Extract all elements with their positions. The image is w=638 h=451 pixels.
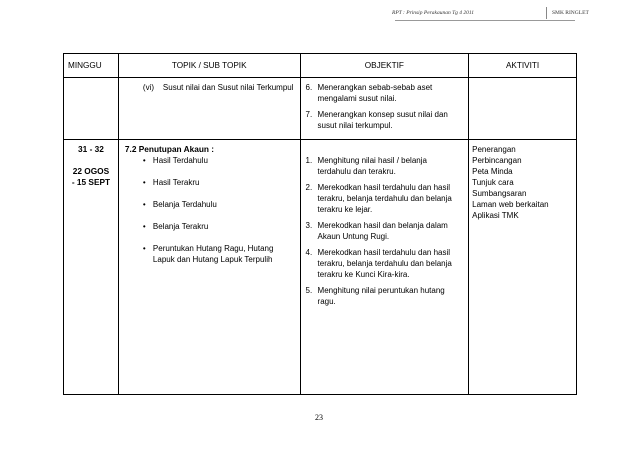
table-row: [64, 78, 577, 140]
week-date-end: - 15 SEPT: [71, 177, 111, 187]
page-number: 23: [315, 413, 323, 422]
activity-cell: [469, 78, 577, 140]
activity-item: Penerangan: [472, 145, 516, 154]
objective-item: [306, 182, 463, 215]
col-header-aktiviti: AKTIVITI: [469, 54, 577, 78]
activity-item: Perbincangan: [472, 156, 522, 165]
list-item: [125, 199, 297, 210]
week-cell: [64, 140, 119, 395]
col-header-topik: TOPIK / SUB TOPIK: [118, 54, 300, 78]
objective-number: 7.: [305, 110, 313, 119]
activity-item: Tunjuk cara: [472, 178, 514, 187]
objective-number: 2.: [305, 183, 313, 192]
objective-text: Menerangkan sebab-sebab aset mengalami susut nilai.: [317, 83, 433, 103]
bullet-icon: •: [142, 156, 146, 165]
col-header-objektif: OBJEKTIF: [300, 54, 469, 78]
header-rule: [395, 20, 575, 21]
activity-item: Peta Minda: [472, 167, 513, 176]
objective-item: [306, 109, 463, 131]
objective-text: Menerangkan konsep susut nilai dan susut nilai terkumpul.: [317, 110, 448, 130]
subtopic-text: Hasil Terdahulu: [152, 156, 208, 165]
bullet-icon: •: [142, 244, 146, 253]
objective-text: Merekodkan hasil terdahulu dan hasil terakru, belanja terdahulu dan belanja terakru ke Kunci Kira-kira.: [317, 248, 452, 279]
objective-text: Merekodkan hasil dan belanja dalam Akaun Untung Rugi.: [317, 221, 448, 241]
bullet-icon: •: [142, 222, 146, 231]
activity-item: Laman web berkaitan: [472, 200, 549, 209]
subtopic-text: Susut nilai dan Susut nilai Terkumpul: [162, 83, 294, 92]
subtopic-text: Hasil Terakru: [152, 178, 200, 187]
activity-item: Aplikasi TMK: [472, 211, 519, 220]
bullet-icon: •: [142, 200, 146, 209]
activity-item: Sumbangsaran: [472, 189, 527, 198]
header-doc-title: RPT : Prinsip Perakaunan Tg 4 2011: [392, 10, 474, 16]
bullet-icon: •: [142, 178, 146, 187]
subtopic-text: Peruntukan Hutang Ragu, Hutang Lapuk dan Hutang Lapuk Terpulih: [152, 244, 274, 264]
objective-text: Menghitung nilai peruntukan hutang ragu.: [317, 286, 445, 306]
objective-number: 6.: [305, 83, 313, 92]
objective-item: [306, 82, 463, 104]
objective-cell: [300, 78, 469, 140]
activity-cell: [469, 140, 577, 395]
list-item: [125, 243, 297, 265]
week-date-start: 22 OGOS: [72, 166, 110, 176]
header-separator: [546, 7, 547, 19]
objective-text: Merekodkan hasil terdahulu dan hasil terakru, belanja terdahulu dan belanja terakru ke lejar.: [317, 183, 452, 214]
col-header-minggu: MINGGU: [64, 54, 119, 78]
objective-number: 4.: [305, 248, 313, 257]
subtopic-text: Belanja Terdahulu: [152, 200, 217, 209]
objective-item: [306, 247, 463, 280]
week-cell: [64, 78, 119, 140]
objective-number: 3.: [305, 221, 313, 230]
objective-number: 5.: [305, 286, 313, 295]
list-item: [125, 155, 297, 166]
topic-cell: [118, 78, 300, 140]
header-school-name: SMK RINGLET: [552, 10, 589, 16]
list-item: [125, 177, 297, 188]
objective-text: Menghitung nilai hasil / belanja terdahulu dan terakru.: [317, 156, 427, 176]
table-row: [64, 140, 577, 395]
subtopic-text: Belanja Terakru: [152, 222, 209, 231]
objective-item: [306, 155, 463, 177]
week-number: 31 - 32: [78, 144, 104, 154]
subtopic-item: [125, 82, 297, 93]
objective-cell: [300, 140, 469, 395]
table-header-row: [64, 54, 577, 78]
subtopic-list: [125, 155, 297, 265]
objective-number: 1.: [305, 156, 313, 165]
subtopic-number: (vi): [142, 83, 155, 92]
objective-item: [306, 220, 463, 242]
list-item: [125, 221, 297, 232]
topic-cell: [118, 140, 300, 395]
objective-item: [306, 285, 463, 307]
lesson-plan-table: [63, 53, 577, 395]
topic-title: 7.2 Penutupan Akaun :: [124, 144, 215, 154]
